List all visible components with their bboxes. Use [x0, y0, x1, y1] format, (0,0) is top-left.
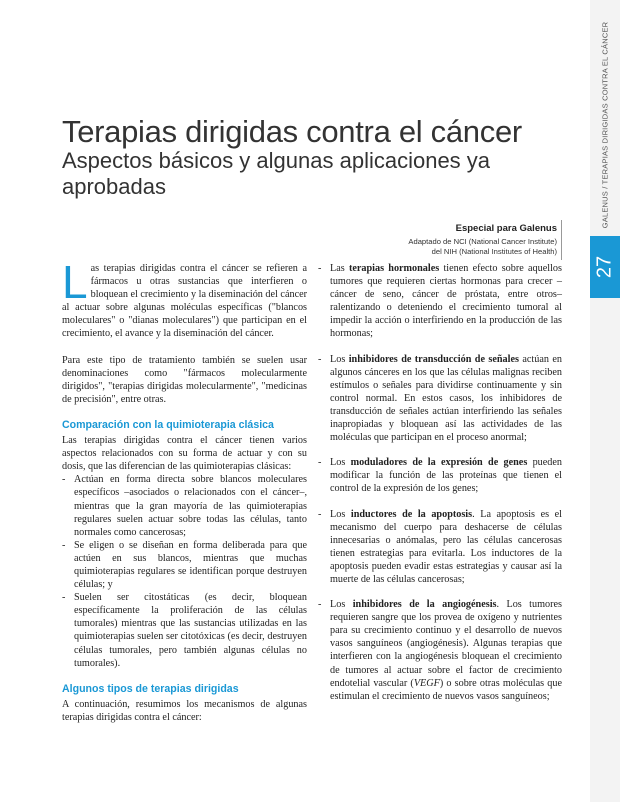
credit-block	[408, 223, 557, 257]
left-column	[62, 256, 307, 724]
page-number-box	[590, 236, 620, 298]
list-item-signal-transduction: - Los inhibidores de transducción de señales actúan en algunos cánceres en los que las células malignas reciben estímulos o señales para dividirse continuamente y sin control normal. En estos casos, los inhibidores de transducción de señales actúan interfiriendo las señales inapropiadas y bloquean así las actividades de las moléculas que participan en el proceso anormal;	[318, 353, 562, 444]
article-subtitle: Aspectos básicos y algunas aplicaciones ya aprobadas	[62, 148, 491, 199]
article-title: Terapias dirigidas contra el cáncer	[62, 114, 522, 149]
paragraph-4: A continuación, resumimos los mecanismos de algunas terapias dirigidas contra el cáncer:	[62, 698, 307, 723]
section-heading-comparison: Comparación con la quimioterapia clásica	[62, 418, 274, 431]
running-head: GALENUS / TERAPIAS DIRIGIDAS CONTRA EL CÁNCER	[600, 21, 610, 229]
list-item-apoptosis: - Los inductores de la apoptosis. La apoptosis es el mecanismo del cuerpo para deshacerse de células innecesarias o anómalas, pero las células cancerosas tienen estrategias para evitarla. Los inductores de la apoptosis pueden evadir estas estrategias y causar así la muerte de las células cancerosas;	[318, 508, 562, 585]
list-item-gene-expression: - Los moduladores de la expresión de genes pueden modificar la función de las proteínas que tienen el control de la expresión de los genes;	[318, 457, 563, 495]
list-item-angiogenesis: - Los inhibidores de la angiogénesis. Los tumores requieren sangre que los provea de oxígeno y nutrientes para su crecimiento continuo y el desarrollo de nuevos vasos sanguíneos (angiogénesis). Algunas terapias que interfieren con la angiogénesis bloquean el crecimiento de tumores al actuar sobre el factor de crecimiento endotelial vascular (VEGF) o sobre otras moléculas que estimulan el crecimiento de nuevos vasos sanguíneos;	[318, 599, 562, 702]
credit-divider	[561, 220, 562, 260]
list-item: - Suelen ser citostáticas (es decir, bloquean específicamente la proliferación de las células tumorales) mientras que las sustancias utilizadas en las quimioterapias suelen ser citotóxicas (es decir, destruyen células tumorales, pero también algunas células no tumorales).	[62, 592, 307, 669]
paragraph-2: Para este tipo de tratamiento también se suelen usar denominaciones como "fármacos molecularmente dirigidos", "terapias dirigidas molecularmente", "medicinas de precisión", entre otras.	[62, 354, 307, 405]
source-line-1: Adaptado de NCI (National Cancer Institute)	[408, 237, 557, 246]
list-item-hormonal: - Las terapias hormonales tienen efecto sobre aquellos tumores que requieren ciertas hormonas para crecer –cáncer de seno, cáncer de próstata, entre otros– ralentizando o deteniendo el crecimiento tumoral al impedir la acción o interfiriendo en la producción de las hormonas;	[318, 263, 562, 340]
intro-paragraph: Las terapias dirigidas contra el cáncer se refieren a fármacos u otras sustancias que interfieren o bloquean el crecimiento y la diseminación del cáncer al actuar sobre algunas moléculas específicas ("blancos moleculares" o "dianas moleculares") que participan en el crecimiento, el avance y la diseminación del cáncer.	[62, 256, 307, 340]
drop-cap: L	[62, 256, 88, 308]
paragraph-3: Las terapias dirigidas contra el cáncer tienen varios aspectos relacionados con su forma de actuar y con su dosis, que las diferencian de las quimioterapias clásicas:	[62, 435, 307, 473]
right-column	[318, 262, 562, 703]
source-line-2: del NIH (National Institutes of Health)	[431, 247, 557, 256]
byline: Especial para Galenus	[455, 223, 557, 234]
page-number: 27	[593, 255, 616, 279]
list-item: - Actúan en forma directa sobre blancos moleculares específicos –asociados o relacionados con el cáncer–, mientras que la gran mayoría de las quimioterapias regulares suelen actuar sobre todas las células, tanto normales como cancerosas;	[62, 474, 307, 538]
section-heading-types: Algunos tipos de terapias dirigidas	[62, 682, 239, 695]
list-item: - Se eligen o se diseñan en forma deliberada para que actúen en sus blancos, mientras que muchas quimioterapias regulares se identifican porque destruyen células; y	[62, 539, 307, 591]
